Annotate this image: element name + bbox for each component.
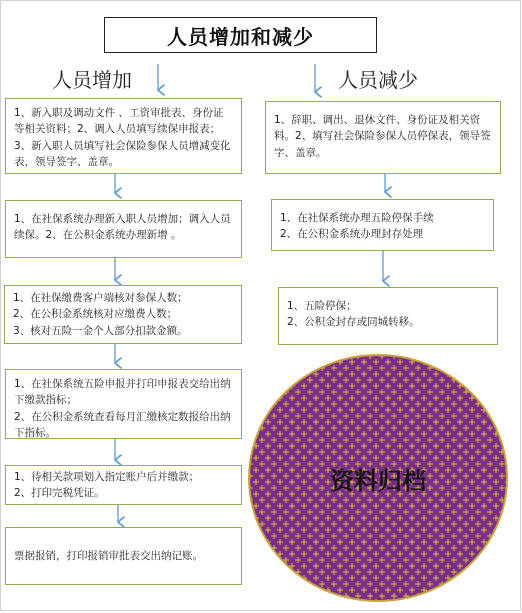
right-step-2-line-1: 1、在社保系统办理五险停保手续 — [280, 212, 434, 224]
left-step-4-line-1: 1、在社保系统五险申报并打印申报表交给出纳下缴款指标； — [14, 378, 231, 407]
right-step-3-line-2: 2、公积金封存或同城转移。 — [287, 316, 420, 329]
left-column-heading: 人员增加 — [52, 68, 132, 92]
left-step-5-line-1: 1、待相关款项划入指定账户后并缴款； — [14, 471, 200, 483]
left-step-1 — [5, 98, 242, 174]
left-step-1-line-1: 1、新入职及调动文件 、工资审批表、身份证等相关资料；2、调入人员填写续保申报表； — [14, 107, 224, 136]
left-step-3 — [4, 285, 242, 344]
left-step-3-line-1: 1、在社保缴费客户端核对参保人数； — [13, 292, 188, 304]
left-step-6 — [5, 527, 242, 585]
right-step-3-line-1: 1、五险停保； — [287, 300, 357, 312]
left-step-6-line-1: 票据报销，打印报销审批表交出纳记账。 — [14, 549, 203, 562]
left-step-3-line-2: 2、在公积金系统核对应缴费人数； — [13, 308, 178, 321]
diagram-title: 人员增加和减少 — [104, 17, 377, 53]
left-step-1-line-2: 3、新入职人员填写社会保险参保人员增减变化表，领导签字、盖章。 — [14, 139, 231, 168]
right-step-1-line-1: 1、辞职、调出、退休文件、身份证及相关资料。2、填写社会保险参保人员停保表，领导签字、盖章。 — [274, 114, 491, 159]
archive-circle — [247, 353, 509, 603]
left-step-4 — [5, 369, 242, 439]
left-step-4-line-2: 2、在公积金系统查看每月汇缴核定数报给出纳下指标。 — [14, 410, 231, 439]
right-step-2-line-2: 2、在公积金系统办理封存处理 — [280, 228, 424, 241]
right-step-2 — [271, 199, 494, 251]
right-column-heading: 人员减少 — [338, 68, 418, 92]
left-step-3-line-3: 3、核对五险一金个人部分扣款金额。 — [13, 324, 188, 337]
right-step-3 — [278, 287, 498, 345]
archive-label: 资料归档 — [330, 466, 426, 495]
left-step-2-line-1: 1、在社保系统办理新入职人员增加；调入人员续保。2、在公积金系统办理新增 。 — [14, 213, 231, 242]
left-step-5-line-2: 2、打印完税凭证。 — [14, 487, 105, 500]
right-step-1 — [265, 101, 501, 174]
left-step-5 — [5, 465, 242, 505]
left-step-2 — [5, 200, 242, 258]
